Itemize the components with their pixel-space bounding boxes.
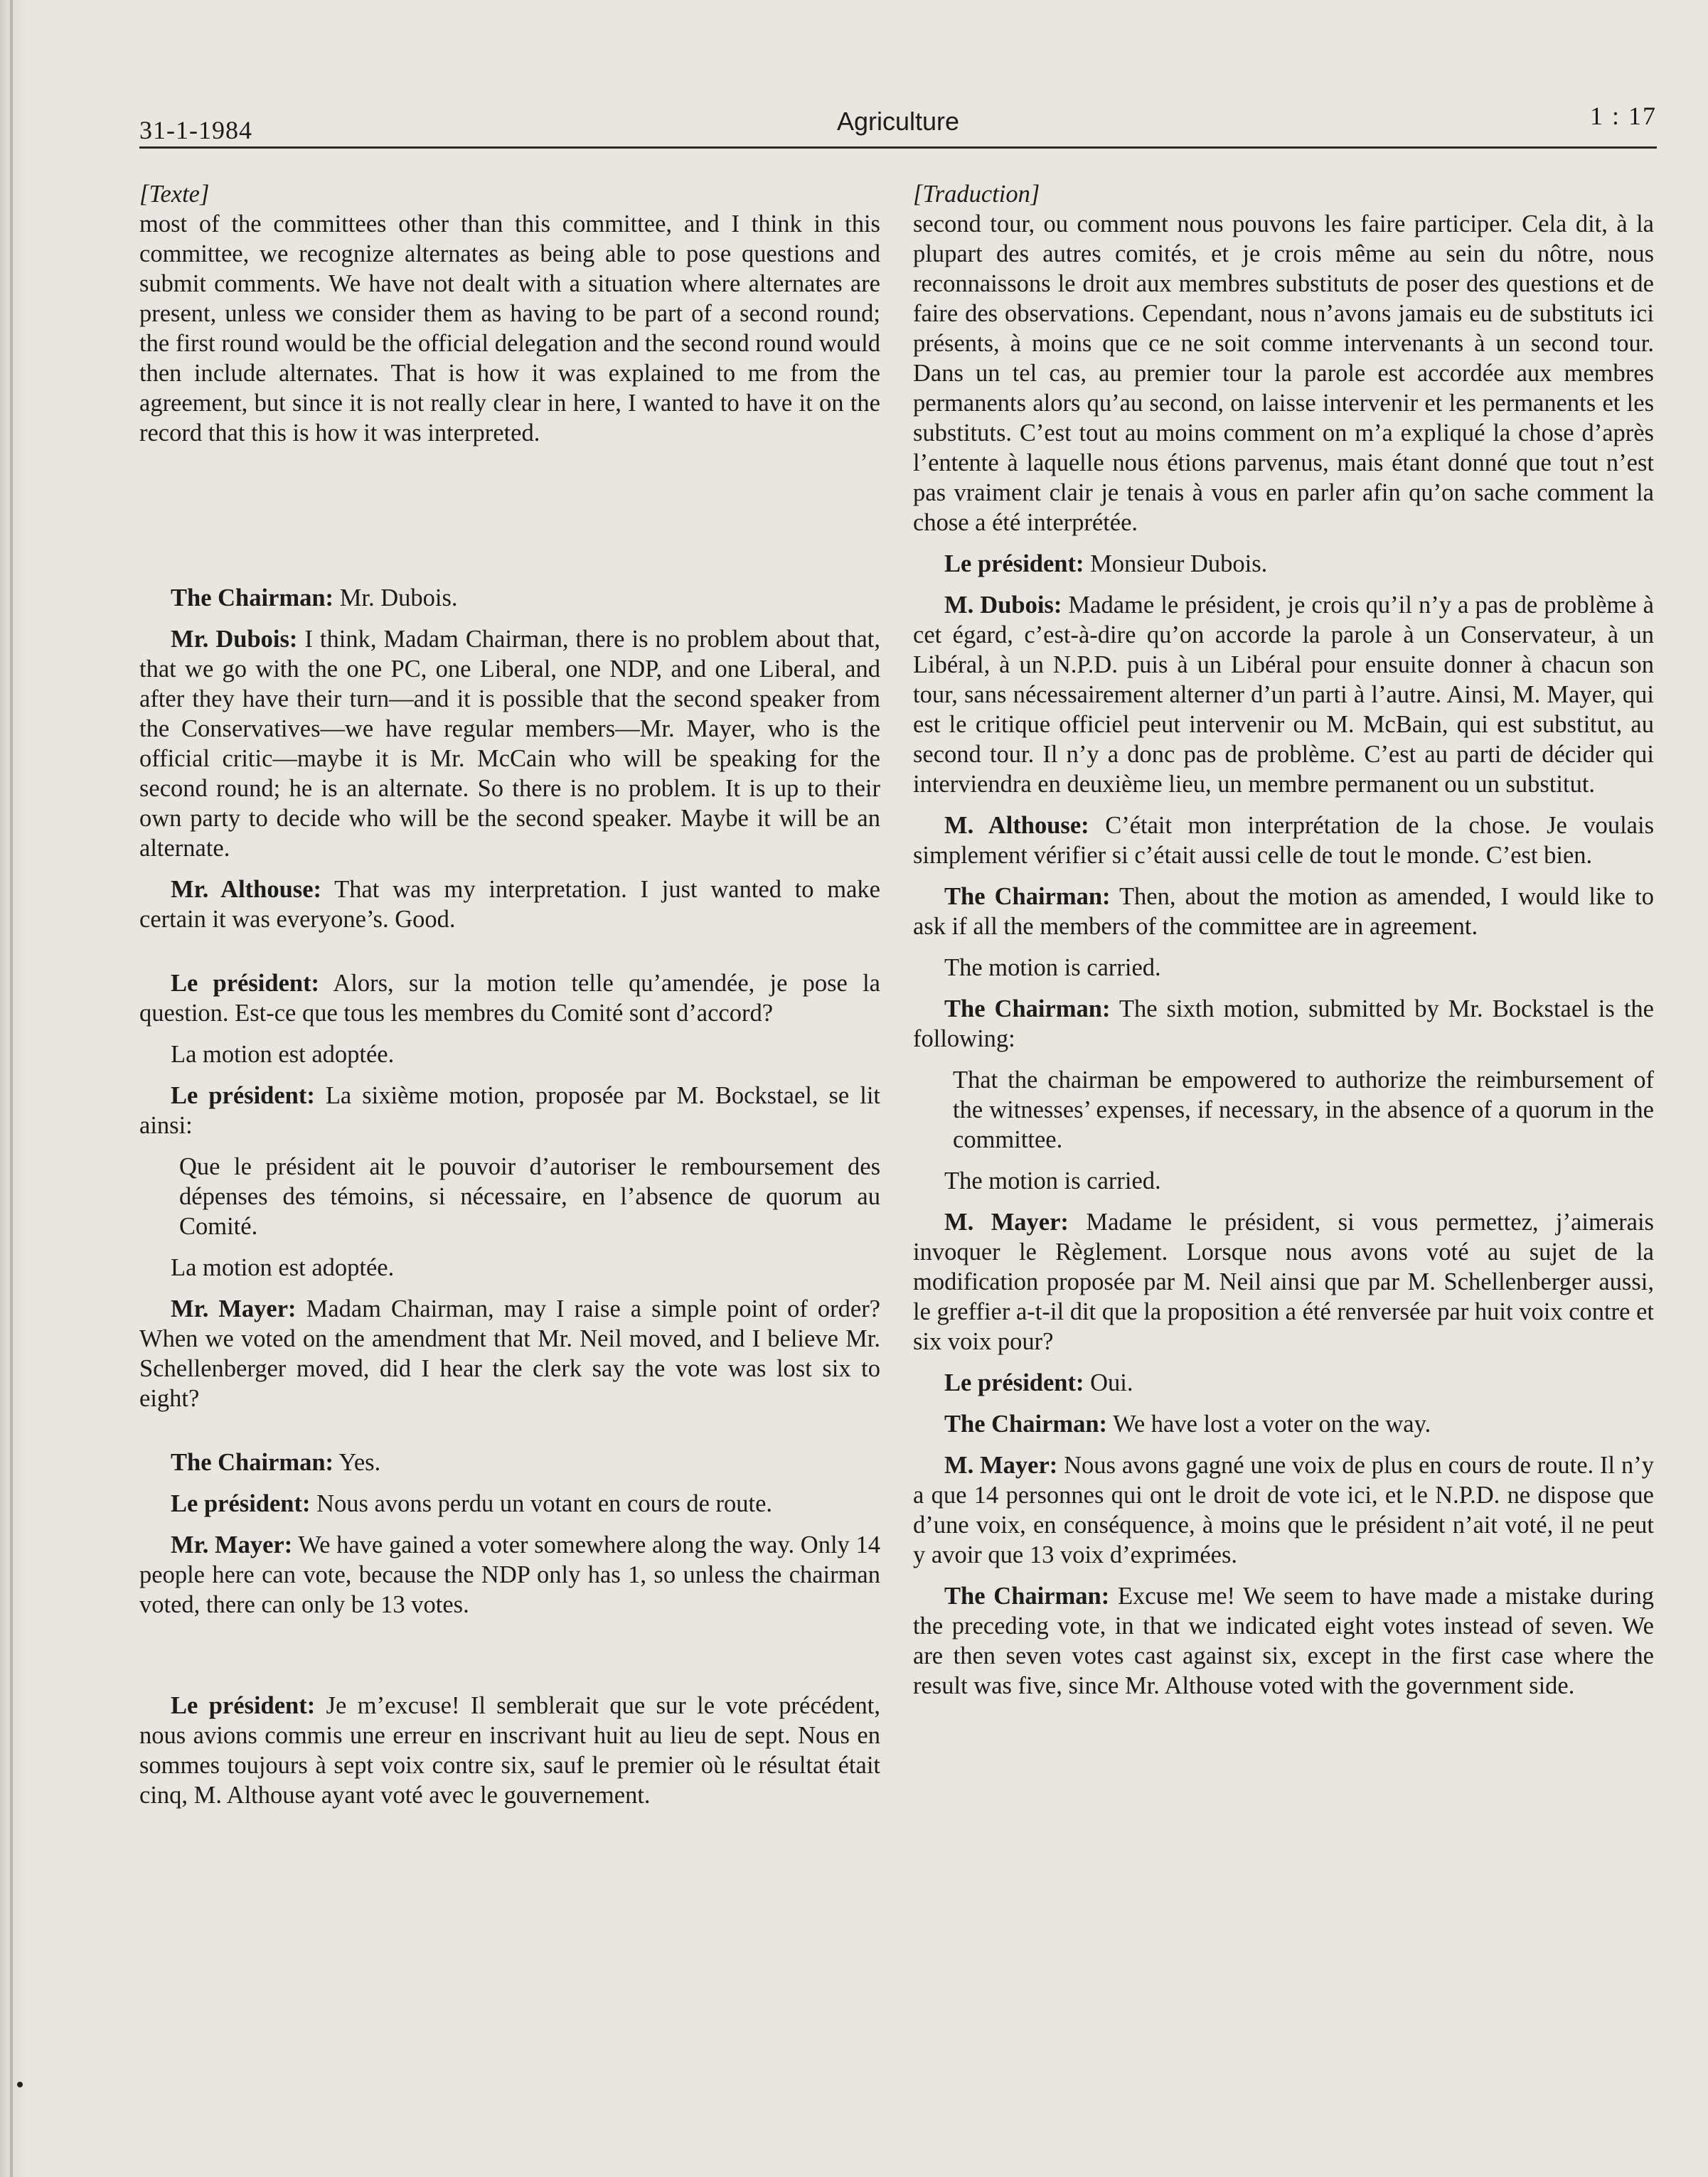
paragraph: The motion is carried. (944, 954, 1161, 981)
speaker: Mr. Althouse: (171, 876, 322, 903)
speaker: The Chairman: (944, 995, 1111, 1022)
header-rule (139, 146, 1657, 149)
paragraph: Mr. Mayer: We have gained a voter somewhere along the way. Only 14 people here can vote, because the NDP only has 1, so unless the chairman voted, there can only be 13 votes. (139, 1531, 880, 1618)
paragraph: La motion est adoptée. (171, 1254, 395, 1281)
speaker: The Chairman: (944, 1583, 1110, 1610)
left-column (139, 179, 880, 1810)
paragraph: M. Mayer: Madame le président, si vous permettez, j’aimerais invoquer le Règlement. Lorsque nous avons voté au sujet de la modification proposée par M. Neil ainsi que par M. Schellenberger aussi, le greffier a-t-il dit que la proposition a été renversée par huit voix contre et six voix pour? (913, 1209, 1654, 1355)
speaker: The Chairman: (944, 1411, 1108, 1438)
paragraph: Mr. Mayer: Madam Chairman, may I raise a simple point of order? When we voted on the amendment that Mr. Neil moved, and I believe Mr. Schellenberger moved, did I hear the clerk say the vote was lost six to eight? (139, 1295, 880, 1412)
paragraph: M. Althouse: C’était mon interprétation de la chose. Je voulais simplement vérifier si c’était aussi celle de tout le monde. C’est bien. (913, 812, 1654, 869)
paragraph: The Chairman: We have lost a voter on the way. (944, 1411, 1431, 1438)
paragraph: Le président: Nous avons perdu un votant en cours de route. (171, 1490, 773, 1517)
paragraph: The Chairman: Mr. Dubois. (171, 584, 458, 611)
right-column (913, 179, 1654, 1701)
paragraph: Le président: Alors, sur la motion telle qu’amendée, je pose la question. Est-ce que tous les membres du Comité sont d’accord? (139, 970, 880, 1027)
header-page-number: 1 : 17 (1589, 102, 1657, 130)
speaker: Le président: (171, 1082, 315, 1109)
speaker: Le président: (944, 1369, 1084, 1396)
paragraph: Le président: Oui. (944, 1369, 1133, 1396)
paragraph: Le président: Monsieur Dubois. (944, 550, 1268, 577)
margin-mark (17, 2082, 23, 2087)
speaker: M. Mayer: (944, 1209, 1069, 1236)
speaker: Le président: (944, 550, 1084, 577)
speaker: Mr. Dubois: (171, 626, 298, 653)
paragraph: most of the committees other than this committee, and I think in this committee, we recognize alternates as being able to pose questions and submit comments. We have not dealt with a situation where alternates are present, unless we consider them as having to be part of a second round; the first round would be the official delegation and the second round would then include alternates. That is how it was explained to me from the agreement, but since it is not really clear in here, I wanted to have it on the record that this is how it was interpreted. (139, 210, 880, 446)
speaker: Mr. Mayer: (171, 1295, 297, 1322)
column-label: [Traduction] (913, 181, 1040, 208)
page-header (139, 100, 1657, 149)
paragraph: Le président: La sixième motion, proposée par M. Bockstael, se lit ainsi: (139, 1082, 880, 1139)
paragraph: The Chairman: Then, about the motion as amended, I would like to ask if all the members of the committee are in agreement. (913, 883, 1654, 940)
header-date: 31-1-1984 (139, 116, 252, 144)
quoted-motion: Que le président ait le pouvoir d’autoriser le remboursement des dépenses des témoins, si nécessaire, en l’absence de quorum au Comité. (179, 1153, 880, 1240)
speaker: Le président: (171, 970, 320, 997)
speaker: M. Althouse: (944, 812, 1089, 839)
paragraph: La motion est adoptée. (171, 1041, 395, 1068)
header-title: Agriculture (836, 107, 960, 136)
paragraph: M. Mayer: Nous avons gagné une voix de plus en cours de route. Il n’y a que 14 personnes qui ont le droit de vote ici, et le N.P.D. ne dispose que d’une voix, en conséquence, à moins que le président n’ait voté, il ne peut y avoir que 13 voix d’exprimées. (913, 1452, 1654, 1568)
speaker: The Chairman: (171, 1449, 334, 1476)
column-label: [Texte] (139, 181, 210, 208)
speaker: Le président: (171, 1490, 311, 1517)
paragraph: Mr. Dubois: I think, Madam Chairman, there is no problem about that, that we go with the one PC, one Liberal, one NDP, and one Liberal, and after they have their turn—and it is possible that the second speaker from the Conservatives—we have regular members—Mr. Mayer, who is the official critic—maybe it is Mr. McCain who will be speaking for the second round; he is an alternate. So there is no problem. It is up to their own party to decide who will be the second speaker. Maybe it will be an alternate. (139, 626, 881, 862)
paragraph: The Chairman: Yes. (171, 1449, 381, 1476)
paragraph: Le président: Je m’excuse! Il semblerait que sur le vote précédent, nous avions commis une erreur en inscrivant huit au lieu de sept. Nous en sommes toujours à sept voix contre six, sauf le premier où le résultat était cinq, M. Althouse ayant voté avec le gouvernement. (139, 1692, 880, 1809)
speaker: Mr. Mayer: (171, 1531, 293, 1558)
quoted-motion: That the chairman be empowered to authorize the reimbursement of the witnesses’ expenses, if necessary, in the absence of a quorum in the committee. (953, 1066, 1654, 1153)
speaker: The Chairman: (171, 584, 334, 611)
speaker: The Chairman: (944, 883, 1111, 910)
paragraph: M. Dubois: Madame le président, je crois qu’il n’y a pas de problème à cet égard, c’est-à-dire qu’on accorde la parole à un Conservateur, à un Libéral, à un N.P.D. puis à un Libéral pour ensuite donner à chacun son tour, sans nécessairement alterner d’un parti à l’autre. Ainsi, M. Mayer, qui est le critique officiel peut intervenir ou M. McBain, qui est substitut, au second tour. Il n’y a donc pas de problème. C’est au parti de décider qui interviendra en deuxième lieu, un membre permanent ou un substitut. (913, 592, 1654, 798)
paragraph: Mr. Althouse: That was my interpretation. I just wanted to make certain it was everyone’s. Good. (139, 876, 880, 933)
speaker: Le président: (171, 1692, 316, 1719)
speaker: M. Mayer: (944, 1452, 1058, 1479)
paragraph: The Chairman: Excuse me! We seem to have made a mistake during the preceding vote, in that we indicated eight votes instead of seven. We are then seven votes cast against six, except in the first case where the result was five, since Mr. Althouse voted with the government side. (913, 1583, 1654, 1699)
paragraph: second tour, ou comment nous pouvons les faire participer. Cela dit, à la plupart des autres comités, et je crois même au sein du nôtre, nous reconnaissons le droit aux membres substituts de poser des questions et de faire des observations. Cependant, nous n’avons jamais eu de substituts ici présents, à moins que ce ne soit comme intervenants à un second tour. Dans un tel cas, au premier tour la parole est accordée aux membres permanents alors qu’au second, on laisse intervenir et les permanents et les substituts. C’est tout au moins comment on m’a expliqué la chose d’après l’entente à laquelle nous étions parvenus, mais étant donné que tout n’est pas vraiment clair je tenais à vous en parler afin qu’on sache comment la chose a été interprétée. (913, 210, 1654, 536)
paragraph: The motion is carried. (944, 1167, 1161, 1194)
speaker: M. Dubois: (944, 592, 1062, 619)
paragraph: The Chairman: The sixth motion, submitted by Mr. Bockstael is the following: (913, 995, 1654, 1052)
binding-edge (10, 0, 13, 2177)
